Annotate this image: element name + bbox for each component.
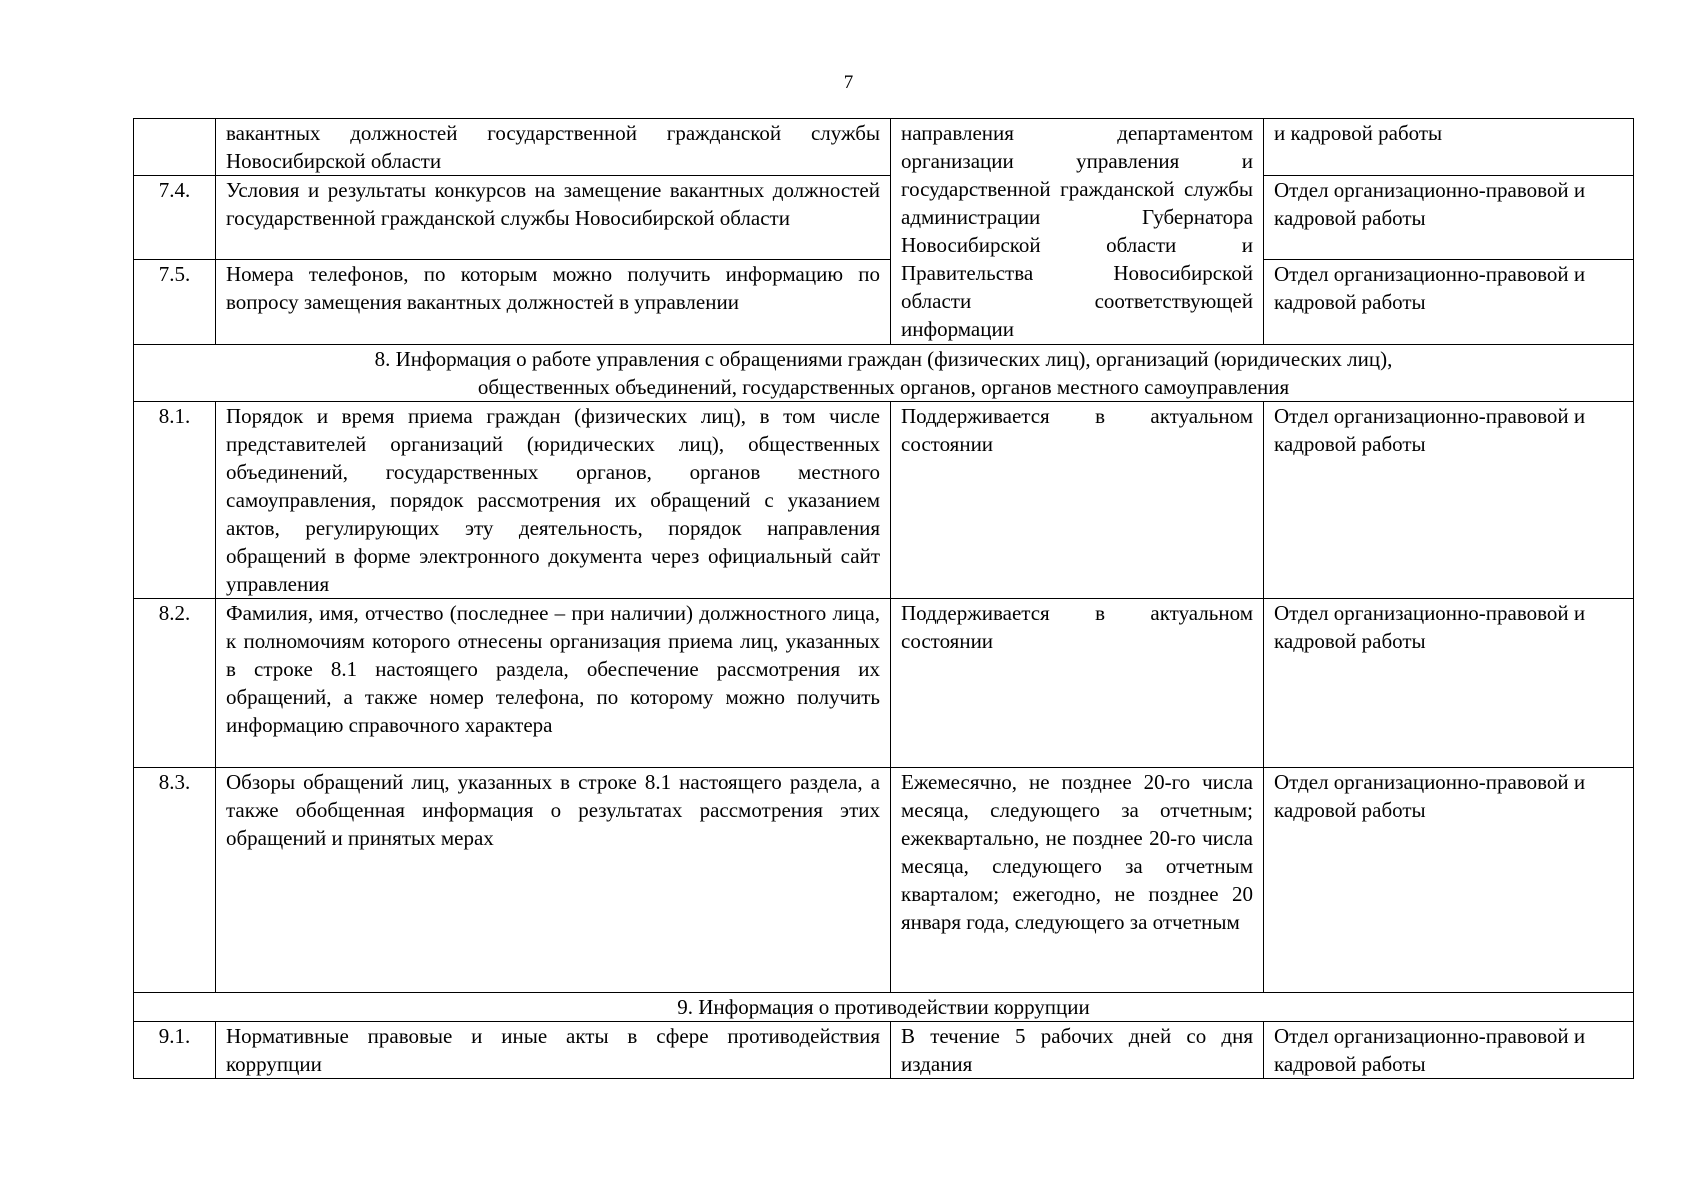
department-cell: Отдел организационно-правовой и кадровой работы bbox=[1264, 599, 1634, 768]
department-cell: Отдел организационно-правовой и кадровой работы bbox=[1264, 260, 1634, 345]
department-cell: Отдел организационно-правовой и кадровой работы bbox=[1264, 402, 1634, 599]
description-cell: Нормативные правовые и иные акты в сфере противодействия коррупции bbox=[216, 1022, 891, 1079]
period-cell: Поддерживается в актуальном состоянии bbox=[891, 599, 1264, 768]
page-number: 7 bbox=[843, 72, 854, 93]
description-cell: Условия и результаты конкурсов на замещение вакантных должностей государственной гражданской службы Новосибирской области bbox=[216, 176, 891, 260]
period-cell: В течение 5 рабочих дней со дня издания bbox=[891, 1022, 1264, 1079]
table-row bbox=[134, 1022, 1634, 1079]
section-heading-line: 8. Информация о работе управления с обращениями граждан (физических лиц), организаций (юридических лиц), bbox=[374, 347, 1393, 371]
description-cell: Обзоры обращений лиц, указанных в строке 8.1 настоящего раздела, а также обобщенная информация о результатах рассмотрения этих обращений и принятых мерах bbox=[216, 768, 891, 993]
description-cell: вакантных должностей государственной гражданской службы Новосибирской области bbox=[216, 119, 891, 176]
table-row bbox=[134, 119, 1634, 176]
department-cell: Отдел организационно-правовой и кадровой работы bbox=[1264, 176, 1634, 260]
table-row bbox=[134, 402, 1634, 599]
section-heading bbox=[134, 345, 1634, 402]
department-cell: Отдел организационно-правовой и кадровой работы bbox=[1264, 1022, 1634, 1079]
table-row bbox=[134, 768, 1634, 993]
department-cell: Отдел организационно-правовой и кадровой работы bbox=[1264, 768, 1634, 993]
row-number-cell: 8.2. bbox=[134, 599, 216, 768]
row-number-cell: 8.3. bbox=[134, 768, 216, 993]
row-number-cell: 7.5. bbox=[134, 260, 216, 345]
description-cell: Номера телефонов, по которым можно получить информацию по вопросу замещения вакантных должностей в управлении bbox=[216, 260, 891, 345]
department-cell: и кадровой работы bbox=[1264, 119, 1634, 176]
table-row bbox=[134, 599, 1634, 768]
information-table bbox=[133, 118, 1634, 1079]
description-cell: Фамилия, имя, отчество (последнее – при наличии) должностного лица, к полномочиям которого отнесены организация приема лиц, указанных в строке 8.1 настоящего раздела, обеспечение рассмотрения их обращений, а также номер телефона, по которому можно получить информацию справочного характера bbox=[216, 599, 891, 768]
section-heading: 9. Информация о противодействии коррупции bbox=[134, 993, 1634, 1022]
table-row bbox=[134, 260, 1634, 345]
row-number-cell: 9.1. bbox=[134, 1022, 216, 1079]
description-cell: Порядок и время приема граждан (физических лиц), в том числе представителей организаций (юридических лиц), общественных объединений, государственных органов, органов местного самоуправления, порядок рассмотрения их обращений с указанием актов, регулирующих эту деятельность, порядок направления обращений в форме электронного документа через официальный сайт управления bbox=[216, 402, 891, 599]
period-cell: направления департаментом организации управления и государственной гражданской службы администрации Губернатора Новосибирской области и Правительства Новосибирской области соответствующей информации bbox=[891, 119, 1264, 345]
period-cell: Поддерживается в актуальном состоянии bbox=[891, 402, 1264, 599]
row-number-cell: 7.4. bbox=[134, 176, 216, 260]
row-number-cell bbox=[134, 119, 216, 176]
period-cell: Ежемесячно, не позднее 20-го числа месяца, следующего за отчетным; ежеквартально, не позднее 20-го числа месяца, следующего за отчетным кварталом; ежегодно, не позднее 20 января года, следующего за отчетным bbox=[891, 768, 1264, 993]
row-number-cell: 8.1. bbox=[134, 402, 216, 599]
section-heading-line: общественных объединений, государственных органов, органов местного самоуправления bbox=[477, 375, 1290, 399]
section-heading-row bbox=[134, 345, 1634, 402]
section-heading-row bbox=[134, 993, 1634, 1022]
table-row bbox=[134, 176, 1634, 260]
